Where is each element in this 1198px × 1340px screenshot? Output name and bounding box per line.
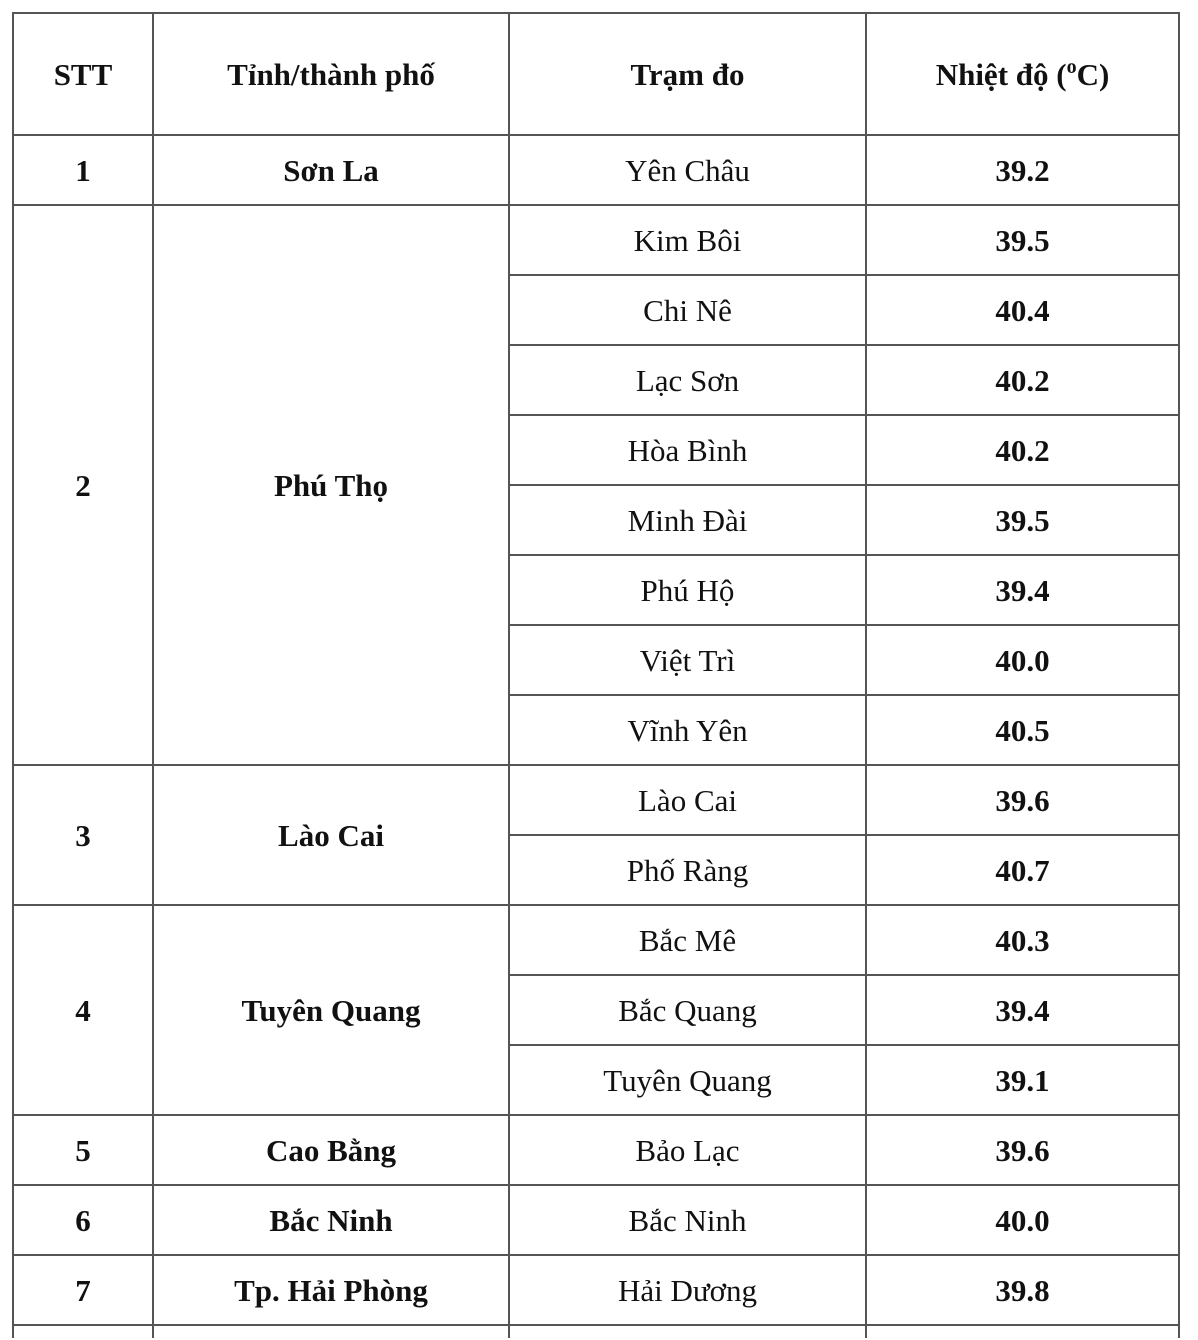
province-cell: Tp. Hải Phòng bbox=[153, 1255, 509, 1325]
station-cell: Bảo Lạc bbox=[509, 1115, 866, 1185]
station-cell: Yên Châu bbox=[509, 135, 866, 205]
table-row bbox=[13, 135, 1179, 205]
province-cell: Sơn La bbox=[153, 135, 509, 205]
station-cell: Kim Bôi bbox=[509, 205, 866, 275]
table-row-partial bbox=[13, 1325, 1179, 1338]
header-stt: STT bbox=[13, 13, 153, 135]
station-cell: Bắc Ninh bbox=[509, 1185, 866, 1255]
temperature-cell: 39.8 bbox=[866, 1255, 1179, 1325]
table-body bbox=[13, 135, 1179, 1338]
header-temperature-suffix: C) bbox=[1076, 56, 1110, 92]
station-cell: Việt Trì bbox=[509, 625, 866, 695]
station-cell: Bắc Quang bbox=[509, 975, 866, 1045]
table-row bbox=[13, 905, 1179, 975]
station-cell: Lạc Sơn bbox=[509, 345, 866, 415]
stt-cell: 4 bbox=[13, 905, 153, 1115]
temperature-cell: 39.6 bbox=[866, 765, 1179, 835]
province-cell: Lào Cai bbox=[153, 765, 509, 905]
station-cell: Minh Đài bbox=[509, 485, 866, 555]
temperature-cell: 39.1 bbox=[866, 1045, 1179, 1115]
temperature-cell: 40.2 bbox=[866, 415, 1179, 485]
station-cell: Tuyên Quang bbox=[509, 1045, 866, 1115]
province-cell: Bắc Ninh bbox=[153, 1185, 509, 1255]
table-row bbox=[13, 1185, 1179, 1255]
temperature-cell: 39.6 bbox=[866, 1115, 1179, 1185]
header-temperature bbox=[866, 13, 1179, 135]
header-row bbox=[13, 13, 1179, 135]
temperature-cell: 39.4 bbox=[866, 975, 1179, 1045]
temperature-cell: 40.0 bbox=[866, 1185, 1179, 1255]
station-cell: Lào Cai bbox=[509, 765, 866, 835]
partial-cell bbox=[509, 1325, 866, 1338]
table-row bbox=[13, 1255, 1179, 1325]
partial-cell bbox=[153, 1325, 509, 1338]
partial-cell bbox=[13, 1325, 153, 1338]
province-cell: Cao Bằng bbox=[153, 1115, 509, 1185]
temperature-cell: 39.2 bbox=[866, 135, 1179, 205]
station-cell: Phố Ràng bbox=[509, 835, 866, 905]
station-cell: Chi Nê bbox=[509, 275, 866, 345]
temperature-cell: 40.4 bbox=[866, 275, 1179, 345]
province-cell: Phú Thọ bbox=[153, 205, 509, 765]
station-cell: Hòa Bình bbox=[509, 415, 866, 485]
station-cell: Phú Hộ bbox=[509, 555, 866, 625]
table-row bbox=[13, 1115, 1179, 1185]
temperature-cell: 40.2 bbox=[866, 345, 1179, 415]
temperature-cell: 39.5 bbox=[866, 485, 1179, 555]
stt-cell: 2 bbox=[13, 205, 153, 765]
station-cell: Vĩnh Yên bbox=[509, 695, 866, 765]
header-station: Trạm đo bbox=[509, 13, 866, 135]
province-cell: Tuyên Quang bbox=[153, 905, 509, 1115]
temperature-table bbox=[12, 12, 1180, 1338]
temperature-cell: 39.5 bbox=[866, 205, 1179, 275]
temperature-cell: 39.4 bbox=[866, 555, 1179, 625]
temperature-cell: 40.0 bbox=[866, 625, 1179, 695]
degree-superscript: o bbox=[1066, 55, 1077, 78]
temperature-cell: 40.3 bbox=[866, 905, 1179, 975]
temperature-cell: 40.7 bbox=[866, 835, 1179, 905]
stt-cell: 3 bbox=[13, 765, 153, 905]
temperature-cell: 40.5 bbox=[866, 695, 1179, 765]
partial-cell bbox=[866, 1325, 1179, 1338]
stt-cell: 5 bbox=[13, 1115, 153, 1185]
station-cell: Bắc Mê bbox=[509, 905, 866, 975]
stt-cell: 1 bbox=[13, 135, 153, 205]
station-cell: Hải Dương bbox=[509, 1255, 866, 1325]
stt-cell: 6 bbox=[13, 1185, 153, 1255]
table-row bbox=[13, 205, 1179, 275]
stt-cell: 7 bbox=[13, 1255, 153, 1325]
table-row bbox=[13, 765, 1179, 835]
header-temperature-prefix: Nhiệt độ ( bbox=[935, 56, 1067, 92]
header-province: Tỉnh/thành phố bbox=[153, 13, 509, 135]
